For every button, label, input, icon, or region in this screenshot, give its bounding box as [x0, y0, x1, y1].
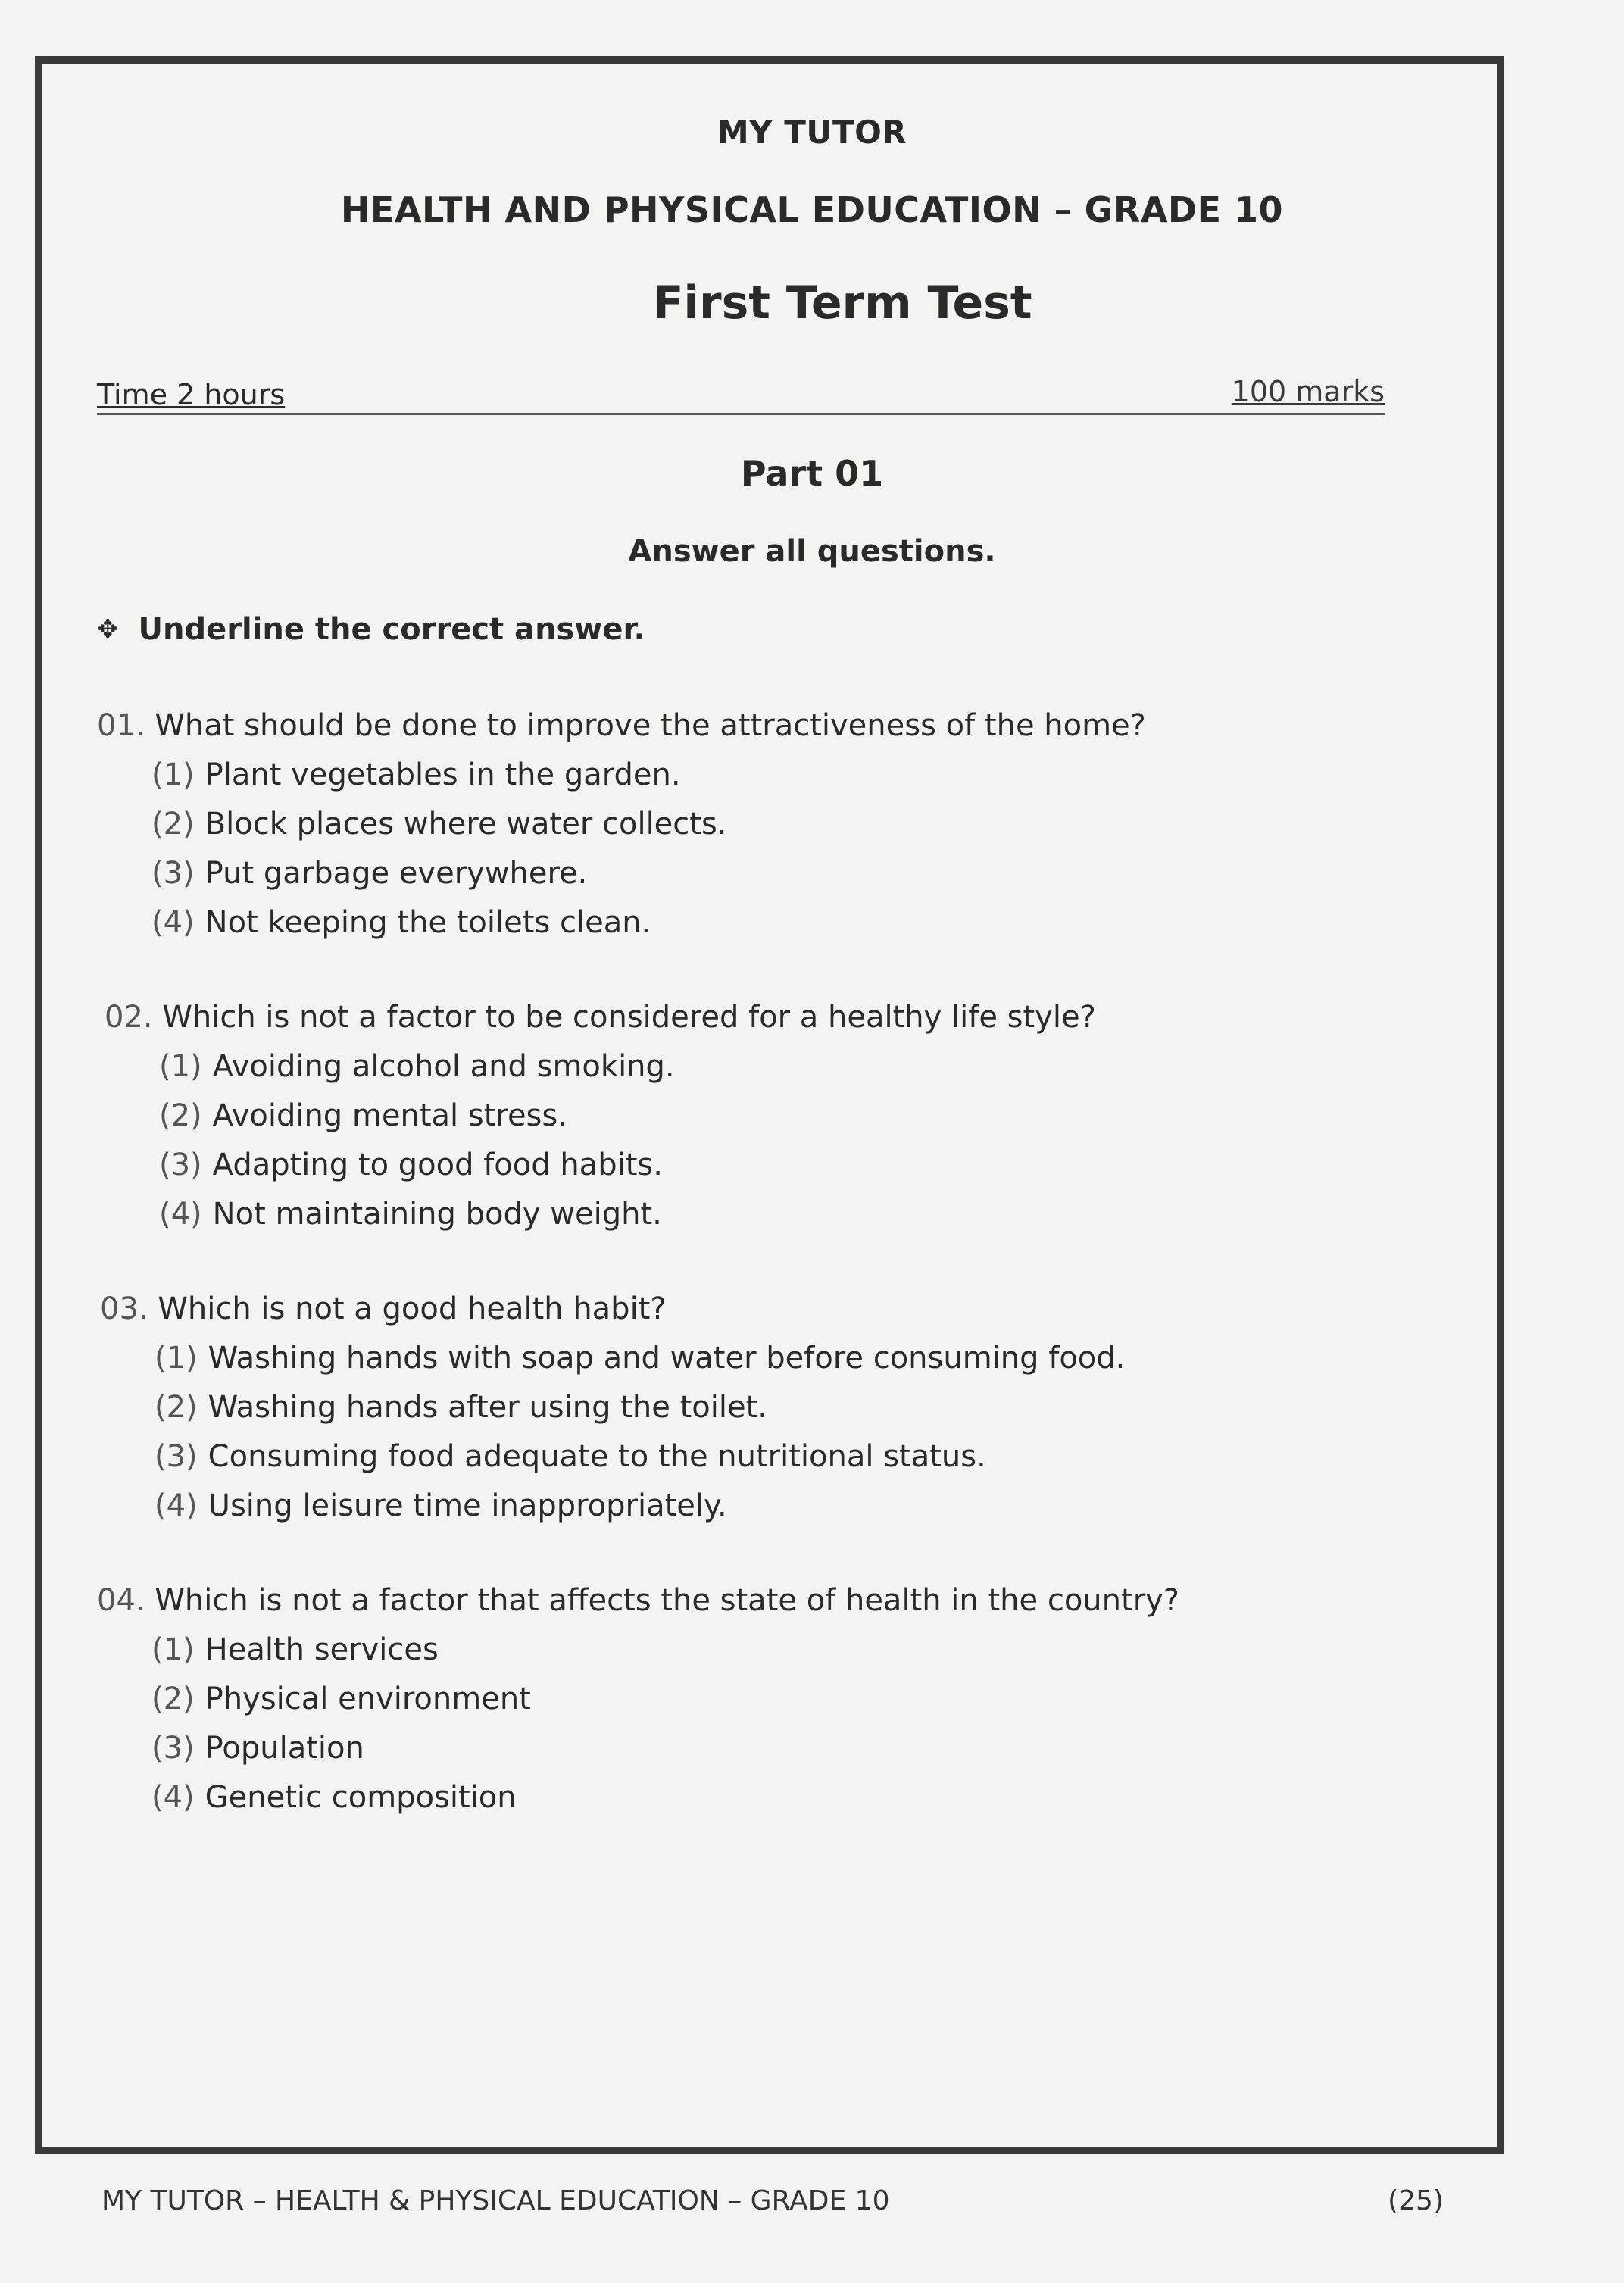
- option-text: Avoiding mental stress.: [212, 1098, 567, 1133]
- question-3: [100, 1284, 1125, 1531]
- time-allowed: Time 2 hours: [97, 378, 286, 411]
- option-number: (3): [151, 1731, 195, 1766]
- option-number: (2): [159, 1098, 202, 1133]
- question-1: [97, 701, 1146, 948]
- tutor-title: MY TUTOR: [717, 114, 907, 151]
- total-marks: 100 marks: [1231, 375, 1385, 408]
- option-number: (4): [155, 1488, 198, 1523]
- option-text: Using leisure time inappropriately.: [208, 1488, 727, 1523]
- option-number: (4): [151, 1780, 195, 1815]
- option[interactable]: [151, 849, 1146, 898]
- option[interactable]: [151, 1773, 1179, 1822]
- option[interactable]: [159, 1141, 1096, 1190]
- option-text: Avoiding alcohol and smoking.: [212, 1049, 675, 1084]
- option-number: (4): [151, 905, 195, 940]
- option-text: Not keeping the toilets clean.: [205, 905, 651, 940]
- time-marks-row: [97, 375, 1385, 415]
- option-text: Put garbage everywhere.: [205, 856, 588, 891]
- option-number: (3): [155, 1439, 198, 1474]
- question-text: What should be done to improve the attractiveness of the home?: [155, 708, 1146, 743]
- option[interactable]: [151, 1626, 1179, 1675]
- option-text: Not maintaining body weight.: [212, 1197, 662, 1232]
- question-number: 04.: [97, 1583, 145, 1618]
- option-text: Plant vegetables in the garden.: [205, 757, 681, 792]
- diamond-bullet-icon: ✥: [97, 614, 119, 645]
- question-text: Which is not a factor that affects the state of health in the country?: [155, 1583, 1180, 1618]
- option[interactable]: [151, 751, 1146, 800]
- option-number: (1): [155, 1341, 198, 1376]
- option-number: (1): [159, 1049, 202, 1084]
- question-stem: [105, 992, 1096, 1042]
- option-number: (1): [151, 757, 195, 792]
- question-text: Which is not a factor to be considered for a healthy life style?: [162, 1000, 1096, 1035]
- question-number: 01.: [97, 708, 145, 743]
- option-text: Population: [205, 1731, 364, 1766]
- option-number: (2): [151, 807, 195, 842]
- option-number: (2): [151, 1682, 195, 1716]
- underline-instruction: [97, 612, 645, 647]
- option[interactable]: [155, 1482, 1125, 1531]
- option-number: (3): [151, 856, 195, 891]
- question-2: [105, 992, 1096, 1239]
- option[interactable]: [155, 1334, 1125, 1383]
- option-number: (2): [155, 1390, 198, 1425]
- option[interactable]: [155, 1432, 1125, 1482]
- instruction-text: Underline the correct answer.: [138, 612, 645, 647]
- option[interactable]: [151, 1675, 1179, 1724]
- option-number: (4): [159, 1197, 202, 1232]
- question-4: [97, 1576, 1179, 1822]
- question-stem: [97, 701, 1146, 751]
- option-list: [97, 1626, 1179, 1822]
- option-text: Washing hands with soap and water before consuming food.: [208, 1341, 1126, 1376]
- answer-all-instruction: Answer all questions.: [628, 534, 996, 569]
- option[interactable]: [151, 898, 1146, 948]
- test-title: First Term Test: [652, 276, 1032, 329]
- option-list: [105, 1042, 1096, 1239]
- option[interactable]: [151, 1724, 1179, 1773]
- option[interactable]: [159, 1092, 1096, 1141]
- option-list: [100, 1334, 1125, 1531]
- subject-title: HEALTH AND PHYSICAL EDUCATION – GRADE 10: [340, 189, 1284, 230]
- option[interactable]: [159, 1190, 1096, 1239]
- question-number: 02.: [105, 1000, 153, 1035]
- question-number: 03.: [100, 1291, 148, 1326]
- footer-title: MY TUTOR – HEALTH & PHYSICAL EDUCATION – GRADE 10: [102, 2185, 890, 2216]
- option-text: Genetic composition: [205, 1780, 517, 1815]
- page-number: (25): [1388, 2185, 1444, 2216]
- question-stem: [97, 1576, 1179, 1626]
- option-text: Adapting to good food habits.: [212, 1148, 663, 1182]
- option-text: Washing hands after using the toilet.: [208, 1390, 767, 1425]
- question-stem: [100, 1284, 1125, 1334]
- option-list: [97, 751, 1146, 948]
- option-text: Health services: [205, 1632, 439, 1667]
- option-number: (1): [151, 1632, 195, 1667]
- part-title: Part 01: [740, 453, 884, 494]
- option[interactable]: [155, 1383, 1125, 1432]
- question-text: Which is not a good health habit?: [158, 1291, 667, 1326]
- option-number: (3): [159, 1148, 202, 1182]
- option[interactable]: [159, 1042, 1096, 1092]
- option-text: Consuming food adequate to the nutritional status.: [208, 1439, 986, 1474]
- option-text: Block places where water collects.: [205, 807, 727, 842]
- option-text: Physical environment: [205, 1682, 531, 1716]
- option[interactable]: [151, 800, 1146, 849]
